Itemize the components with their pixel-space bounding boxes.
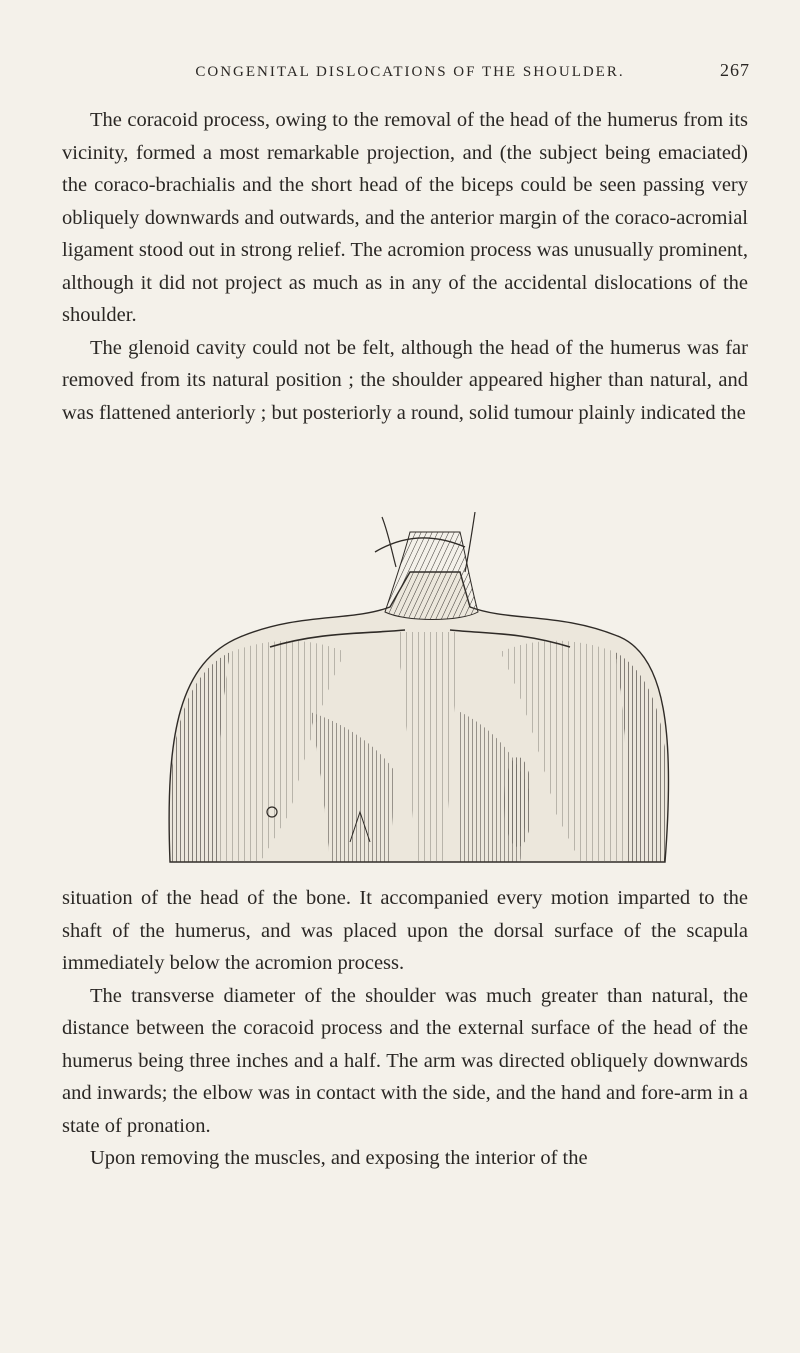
coracoid-prominence <box>504 757 532 847</box>
page-number: 267 <box>720 60 750 80</box>
paragraph: The transverse diameter of the shoulder was much greater than natural, the distance between the coracoid process and the external surface of the head of the humerus being three inches and a half. The arm was directed obliquely downwards and inwards; the elbow was in contact with the side, and the hand and fore-arm in a state of pronation. <box>62 984 748 1137</box>
paragraph: The coracoid process, owing to the removal of the head of the humerus from its vicinity, formed a most remarkable projection, and (the subject being emaciated) the coraco-brachialis and the short head of the biceps could be seen passing very obliquely downwards and outwards, and the anterior margin of the coraco-acromial ligament stood out in strong relief. The acromion process was unusually prominent, although it did not project as much as in any of the accidental dislocations of the shoulder. <box>62 109 748 326</box>
paragraph: situation of the head of the bone. It accompanied every motion imparted to the shaft of the humerus, and was placed upon the dorsal surface of the scapula immediately below the acromion process. <box>62 887 748 974</box>
text-block-bottom <box>62 882 748 1175</box>
page-header <box>70 60 750 90</box>
paragraph: The glenoid cavity could not be felt, although the head of the humerus was far removed from its natural position ; the shoulder appeared higher than natural, and was flattened anteriorly ; but posteriorly a round, solid tumour plainly indicated the <box>62 336 748 424</box>
paragraph: Upon removing the muscles, and exposing the interior of the <box>90 1147 588 1169</box>
shoulder-engraving-figure <box>160 512 680 872</box>
neck <box>385 532 478 620</box>
text-block-top <box>62 104 748 429</box>
running-head: CONGENITAL DISLOCATIONS OF THE SHOULDER. <box>195 64 625 80</box>
engraving-illustration <box>160 512 680 872</box>
